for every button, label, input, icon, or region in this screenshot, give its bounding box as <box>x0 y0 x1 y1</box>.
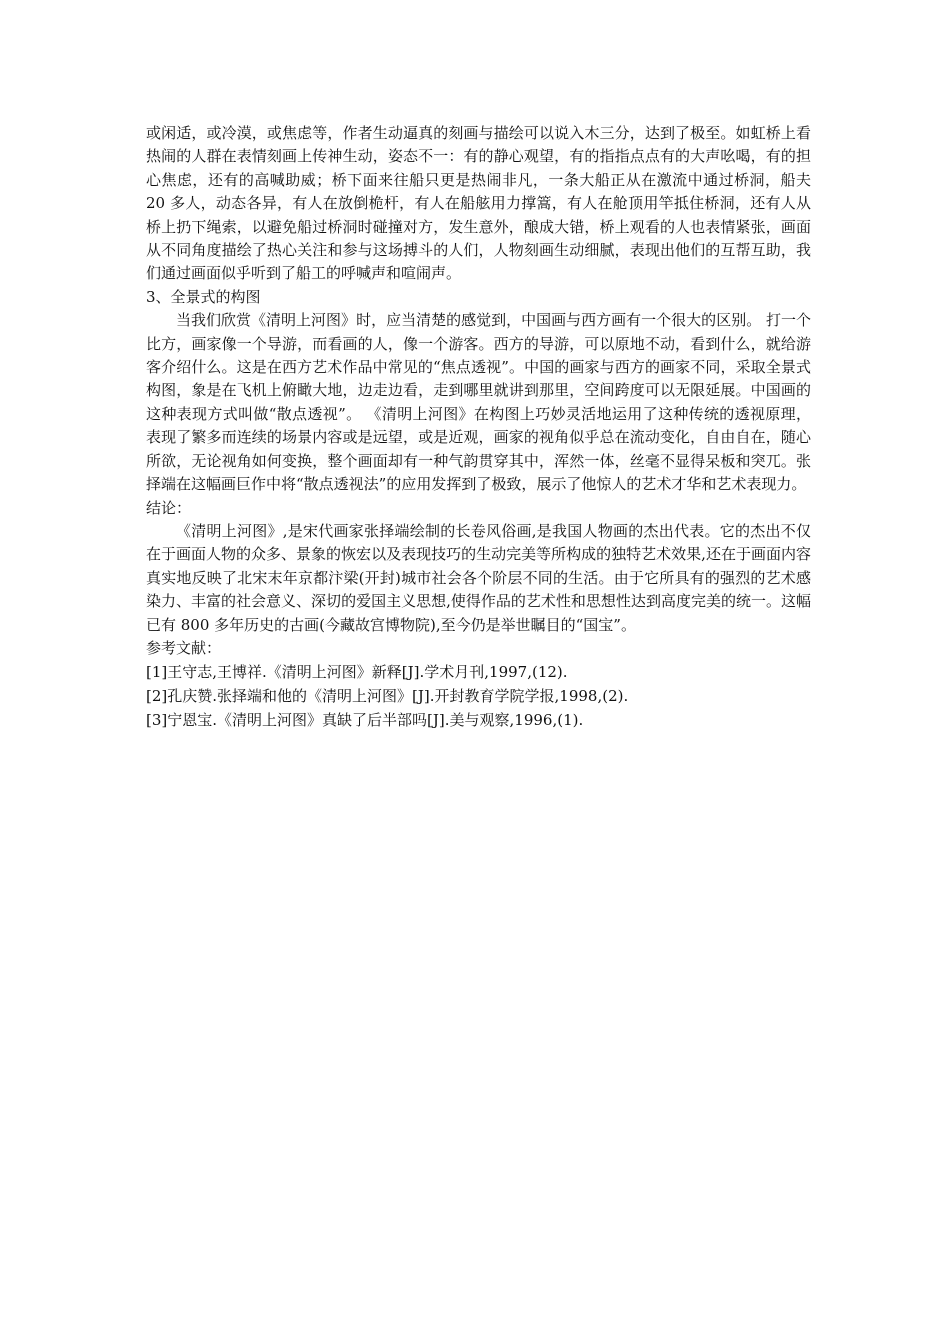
document-page <box>146 122 811 732</box>
reference-item-1: [1]王守志,王博祥.《清明上河图》新释[J].学术月刊,1997,(12). <box>146 663 568 682</box>
body-paragraph-composition: 当我们欣赏《清明上河图》时，应当清楚的感觉到，中国画与西方画有一个很大的区别。 打一个比方，画家像一个导游，而看画的人，像一个游客。西方的导游，可以原地不动，看到什么，就给游客介绍什么。这是在西方艺术作品中常见的“焦点透视”。中国的画家与西方的画家不同，采取全景式构图，象是在飞机上俯瞰大地，边走边看，走到哪里就讲到那里，空间跨度可以无限延展。中国画的这种表现方式叫做“散点透视”。 《清明上河图》在构图上巧妙灵活地运用了这种传统的透视原理，表现了繁多而连续的场景内容或是远望，或是近观，画家的视角似乎总在流动变化，自由自在，随心所欲，无论视角如何变换，整个画面却有一种气韵贯穿其中，浑然一体，丝毫不显得呆板和突兀。张择端在这幅画巨作中将“散点透视法”的应用发挥到了极致，展示了他惊人的艺术才华和艺术表现力。 <box>146 311 811 494</box>
reference-item-2: [2]孔庆赞.张择端和他的《清明上河图》[J].开封教育学院学报,1998,(2). <box>146 687 629 706</box>
references-heading: 参考文献： <box>146 638 222 657</box>
conclusion-heading: 结论： <box>146 498 192 517</box>
body-paragraph-figures: 或闲适，或冷漠，或焦虑等，作者生动逼真的刻画与描绘可以说入木三分，达到了极至。如虹桥上看热闹的人群在表情刻画上传神生动，姿态不一：有的静心观望，有的指指点点有的大声吆喝，有的担心焦虑，还有的高喊助威；桥下面来往船只更是热闹非凡，一条大船正从在激流中通过桥洞，船夫 20 多人，动态各异，有人在放倒桅杆，有人在船舷用力撑篙，有人在舱顶用竿抵住桥洞，还有人从桥上扔下绳索，以避免船过桥洞时碰撞对方，发生意外，酿成大错，桥上观看的人也表情紧张，画面从不同角度描绘了热心关注和参与这场搏斗的人们，人物刻画生动细腻，表现出他们的互帮互助，我们通过画面似乎听到了船工的呼喊声和喧闹声。 <box>146 124 811 283</box>
body-paragraph-conclusion: 《清明上河图》,是宋代画家张择端绘制的长卷风俗画,是我国人物画的杰出代表。它的杰出不仅在于画面人物的众多、景象的恢宏以及表现技巧的生动完美等所构成的独特艺术效果,还在于画面内容真实地反映了北宋末年京都汴梁(开封)城市社会各个阶层不同的生活。由于它所具有的强烈的艺术感染力、丰富的社会意义、深切的爱国主义思想,使得作品的艺术性和思想性达到高度完美的统一。这幅已有 800 多年历史的古画(今藏故宫博物院),至今仍是举世瞩目的“国宝”。 <box>146 521 811 634</box>
section-heading-composition: 3、全景式的构图 <box>146 287 261 306</box>
reference-item-3: [3]宁恩宝.《清明上河图》真缺了后半部吗[J].美与观察,1996,(1). <box>146 711 584 730</box>
